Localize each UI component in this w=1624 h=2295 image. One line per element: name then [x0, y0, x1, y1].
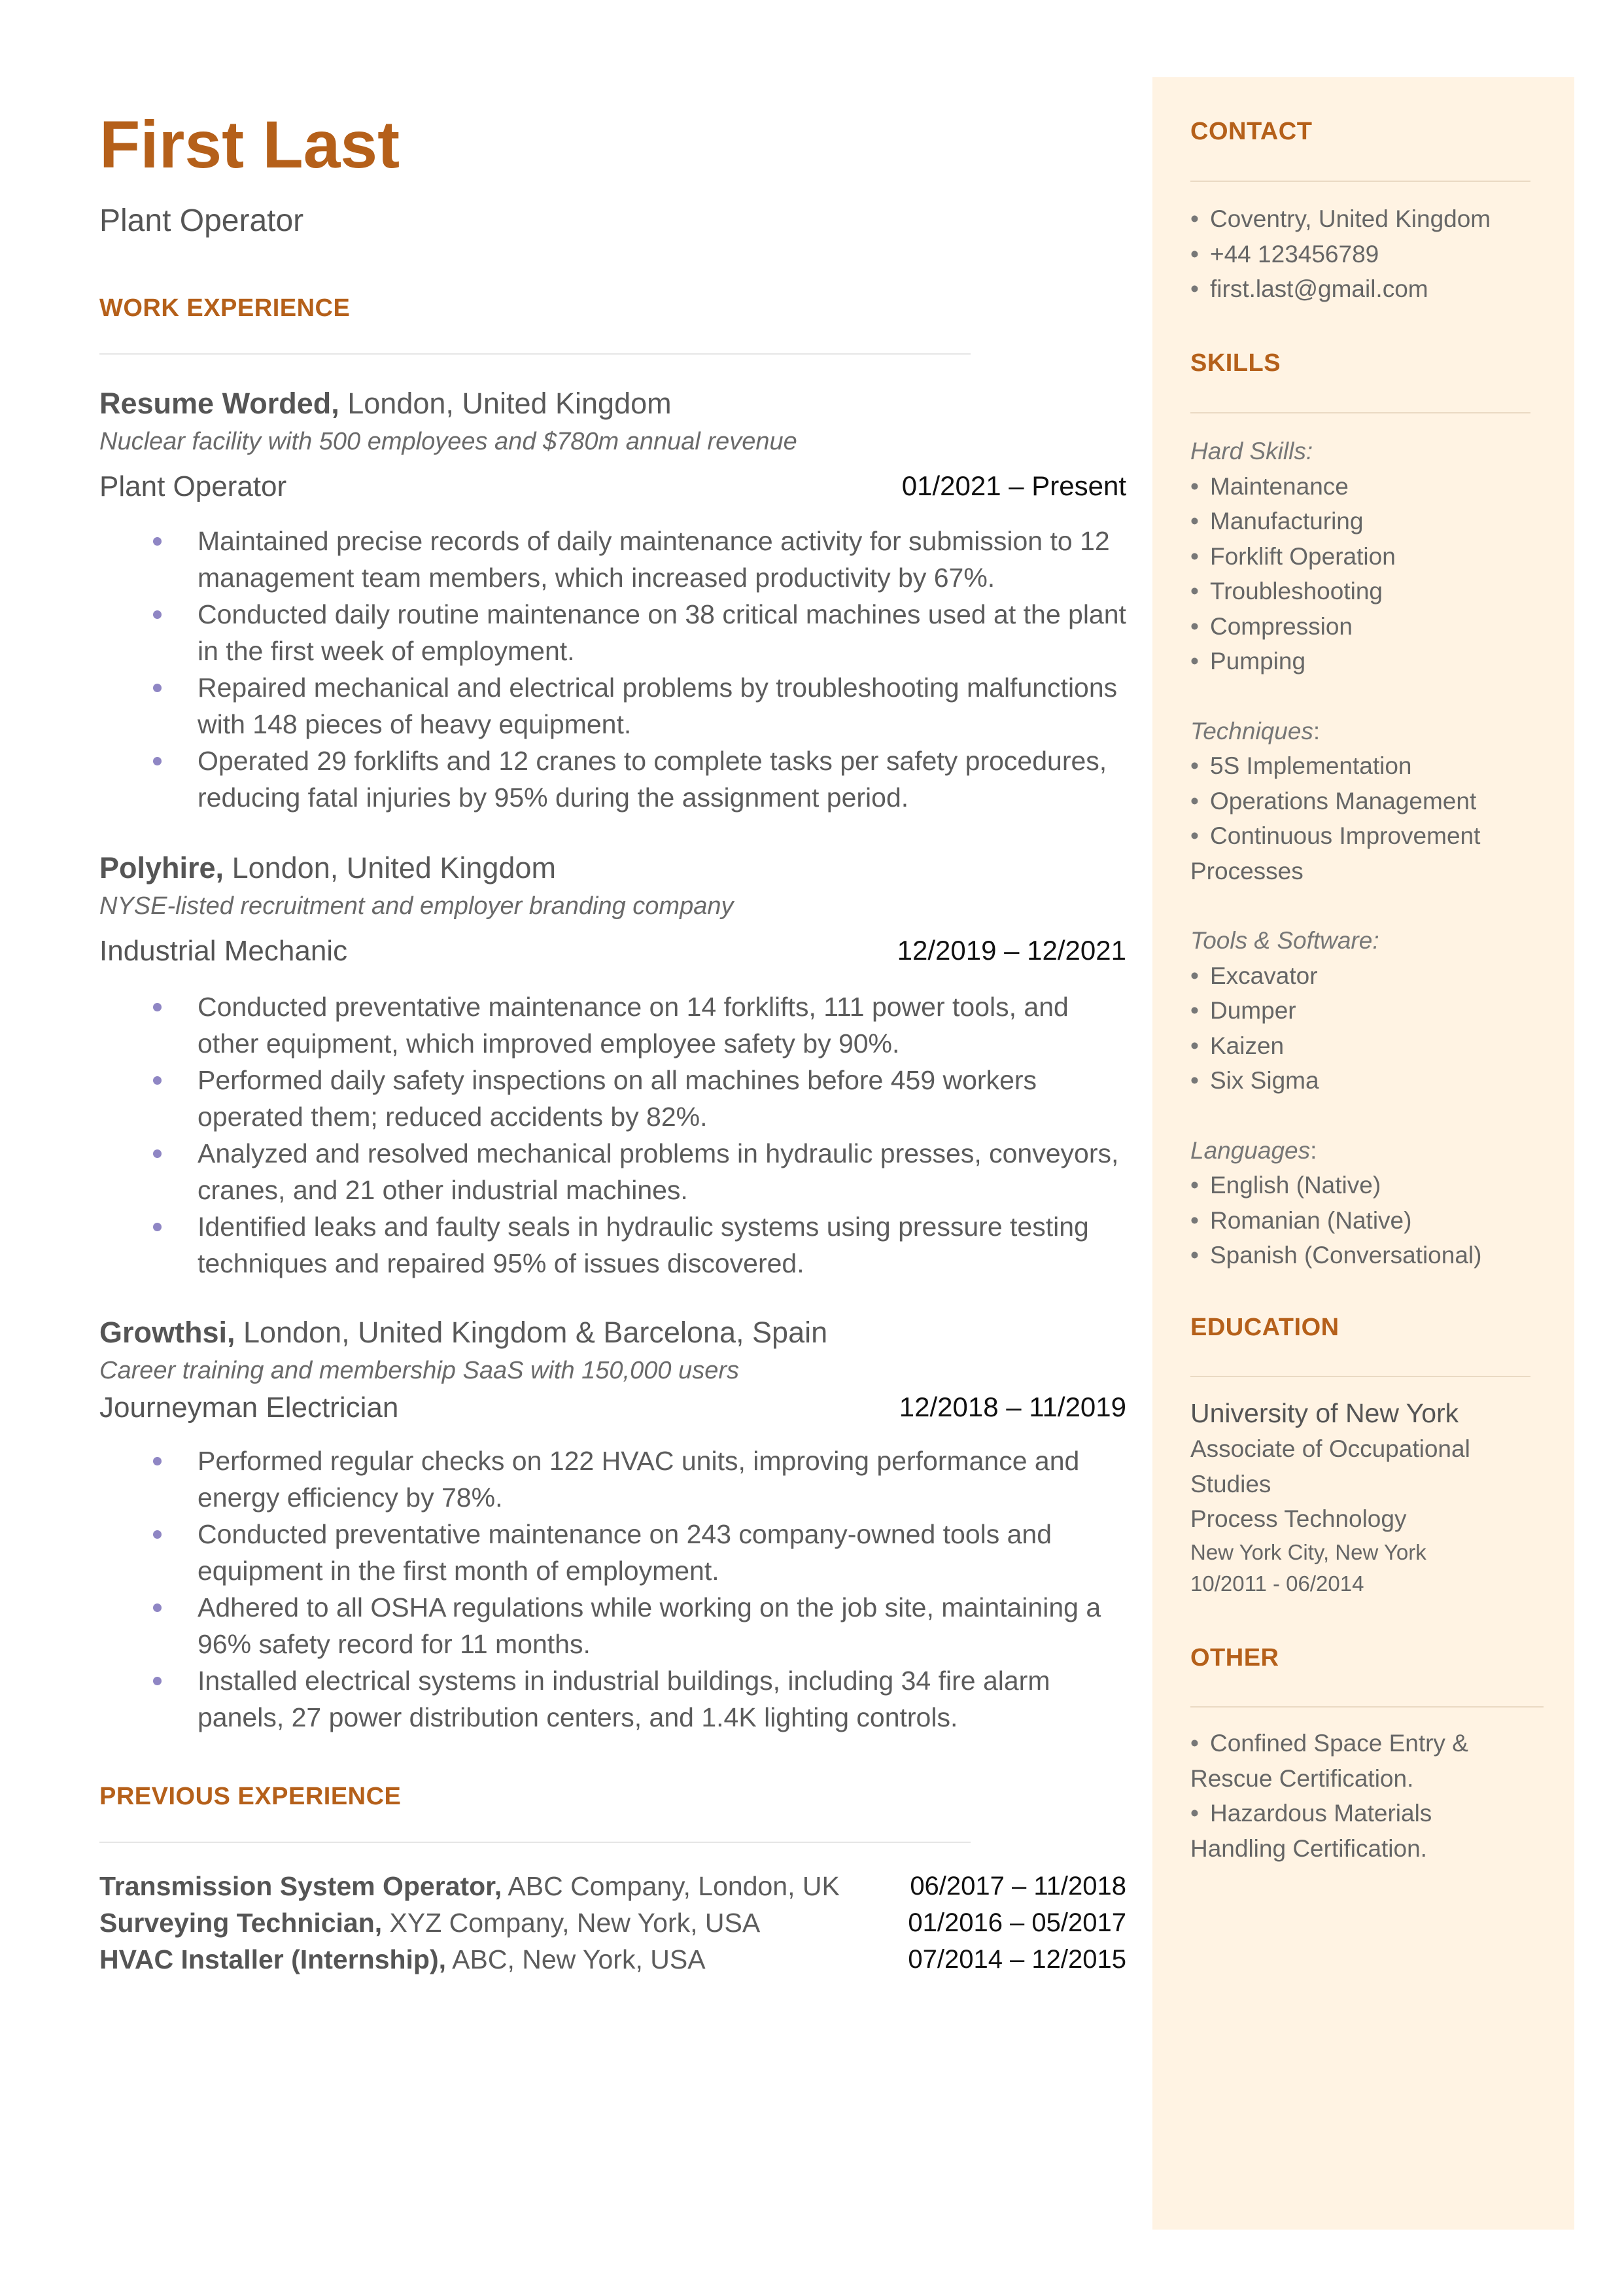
job-dates: 12/2019 – 12/2021 — [897, 935, 1126, 966]
education-dates: 10/2011 - 06/2014 — [1190, 1571, 1364, 1596]
previous-experience-row — [99, 1868, 1126, 1904]
previous-experience-list — [99, 1868, 1126, 1978]
bullet-icon: • — [1190, 1172, 1199, 1199]
bullet-dot-icon — [153, 757, 162, 765]
previous-company: ABC Company, London, UK — [502, 1871, 840, 1901]
other-list — [1190, 1726, 1498, 1866]
job-bullet: Performed daily safety inspections on all machines before 459 workers operated them; reduced accidents by 82%. — [99, 1062, 1126, 1135]
bullet-icon: • — [1190, 648, 1199, 674]
job-title: Plant Operator — [99, 470, 287, 502]
job-bullets — [99, 1443, 1126, 1736]
job-bullet: Maintained precise records of daily maintenance activity for submission to 12 management team members, which increased productivity by 67%. — [99, 523, 1126, 596]
skills-list — [1190, 434, 1544, 1273]
previous-experience-divider — [99, 1842, 971, 1843]
language-item: • English (Native) — [1190, 1168, 1544, 1203]
bullet-dot-icon — [153, 684, 162, 692]
job-company-description: Career training and membership SaaS with 150,000 users — [99, 1357, 739, 1384]
bullet-icon: • — [1190, 1206, 1199, 1234]
job-company-description: Nuclear facility with 500 employees and $780m annual revenue — [99, 428, 797, 455]
contact-divider — [1190, 181, 1530, 182]
skill-item: • Pumping — [1190, 644, 1544, 679]
job-dates: 12/2018 – 11/2019 — [899, 1392, 1126, 1422]
bullet-icon: • — [1190, 472, 1199, 500]
job-bullet: Conducted preventative maintenance on 14 forklifts, 111 power tools, and other equipment, which improved employee safety by 90%. — [99, 989, 1126, 1062]
education-heading: EDUCATION — [1190, 1314, 1339, 1341]
bullet-icon: • — [1190, 1032, 1199, 1059]
bullet-dot-icon — [153, 1003, 162, 1011]
job-entry — [99, 850, 1126, 1282]
job-title: Industrial Mechanic — [99, 935, 348, 967]
bullet-dot-icon — [153, 1076, 162, 1085]
skill-item: • Troubleshooting — [1190, 574, 1544, 609]
sidebar — [1152, 77, 1574, 2230]
skill-item: • Excavator — [1190, 958, 1544, 994]
previous-dates: 07/2014 – 12/2015 — [908, 1945, 1126, 1974]
skill-item: • Continuous Improvement Processes — [1190, 818, 1544, 888]
skill-item: • Compression — [1190, 609, 1544, 644]
education-block — [1190, 1395, 1544, 1600]
job-company: Growthsi, — [99, 1316, 235, 1349]
education-location: New York City, New York — [1190, 1539, 1426, 1564]
job-bullet: Adhered to all OSHA regulations while working on the job site, maintaining a 96% safety record for 11 months. — [99, 1589, 1126, 1662]
contact-email: • first.last@gmail.com — [1190, 272, 1544, 307]
bullet-dot-icon — [153, 1603, 162, 1612]
bullet-icon: • — [1190, 612, 1199, 640]
education-degree: Associate of Occupational Studies — [1190, 1435, 1470, 1498]
job-bullets — [99, 989, 1126, 1282]
bullet-icon: • — [1190, 542, 1199, 570]
contact-list — [1190, 201, 1544, 307]
previous-experience-heading: PREVIOUS EXPERIENCE — [99, 1783, 402, 1810]
skills-languages-label: Languages: — [1190, 1136, 1317, 1164]
bullet-icon: • — [1190, 997, 1199, 1024]
language-item: • Spanish (Conversational) — [1190, 1238, 1544, 1273]
previous-title: HVAC Installer (Internship), — [99, 1944, 447, 1974]
job-location: London, United Kingdom & Barcelona, Spain — [235, 1316, 828, 1349]
skills-tools-label: Tools & Software: — [1190, 927, 1379, 954]
education-major: Process Technology — [1190, 1505, 1407, 1532]
job-company: Polyhire, — [99, 851, 224, 885]
skills-techniques-label: Techniques: — [1190, 717, 1321, 745]
bullet-dot-icon — [153, 1530, 162, 1539]
job-title-row — [99, 1392, 1126, 1431]
skill-item: • Operations Management — [1190, 784, 1544, 819]
bullet-icon: • — [1190, 822, 1199, 849]
job-title-row — [99, 935, 1126, 974]
education-divider — [1190, 1376, 1530, 1377]
job-bullet: Repaired mechanical and electrical problems by troubleshooting malfunctions with 148 pieces of heavy equipment. — [99, 669, 1126, 743]
bullet-dot-icon — [153, 610, 162, 619]
job-bullet: Operated 29 forklifts and 12 cranes to complete tasks per safety procedures, reducing fatal injuries by 95% during the assignment period. — [99, 743, 1126, 816]
previous-experience-row — [99, 1941, 1126, 1978]
job-company-line — [99, 386, 1126, 421]
job-title: Journeyman Electrician — [99, 1392, 399, 1424]
contact-heading: CONTACT — [1190, 118, 1313, 145]
job-title-row — [99, 470, 1126, 510]
job-company: Resume Worded, — [99, 387, 339, 420]
skill-item: • Kaizen — [1190, 1028, 1544, 1064]
previous-dates: 01/2016 – 05/2017 — [908, 1908, 1126, 1937]
bullet-icon: • — [1190, 275, 1199, 302]
skills-heading: SKILLS — [1190, 349, 1281, 377]
work-experience-heading-wrap — [99, 294, 350, 323]
education-school: University of New York — [1190, 1398, 1459, 1428]
job-entry — [99, 1315, 1126, 1736]
other-heading: OTHER — [1190, 1644, 1279, 1672]
bullet-icon: • — [1190, 1067, 1199, 1094]
contact-phone: • +44 123456789 — [1190, 237, 1544, 272]
job-dates: 01/2021 – Present — [901, 470, 1126, 501]
previous-title: Surveying Technician, — [99, 1908, 383, 1938]
skills-divider — [1190, 412, 1530, 413]
bullet-dot-icon — [153, 1223, 162, 1231]
job-bullet: Identified leaks and faulty seals in hydraulic systems using pressure testing techniques and repaired 95% of issues discovered. — [99, 1208, 1126, 1282]
skill-item: • Maintenance — [1190, 469, 1544, 504]
job-company-line — [99, 1315, 1126, 1350]
bullet-icon: • — [1190, 508, 1199, 534]
main-column — [99, 107, 1126, 1974]
previous-experience-row — [99, 1904, 1126, 1941]
certification-item: • Hazardous Materials Handling Certification. — [1190, 1796, 1498, 1866]
work-experience-divider — [99, 353, 971, 355]
previous-company: XYZ Company, New York, USA — [382, 1908, 761, 1938]
job-bullet: Conducted daily routine maintenance on 38 critical machines used at the plant in the first week of employment. — [99, 596, 1126, 669]
bullet-icon: • — [1190, 787, 1199, 815]
skill-item: • Dumper — [1190, 993, 1544, 1028]
skill-item: • Manufacturing — [1190, 504, 1544, 539]
job-company-description: NYSE-listed recruitment and employer branding company — [99, 892, 734, 920]
candidate-name: First Last — [99, 107, 400, 182]
bullet-icon: • — [1190, 240, 1199, 268]
other-divider — [1190, 1706, 1544, 1708]
previous-company: ABC, New York, USA — [446, 1944, 706, 1974]
job-entry — [99, 386, 1126, 816]
bullet-dot-icon — [153, 1677, 162, 1685]
bullet-dot-icon — [153, 537, 162, 546]
job-company-line — [99, 850, 1126, 886]
language-item: • Romanian (Native) — [1190, 1203, 1544, 1238]
bullet-icon: • — [1190, 1242, 1199, 1269]
bullet-dot-icon — [153, 1149, 162, 1158]
job-bullet: Conducted preventative maintenance on 243 company-owned tools and equipment in the first month of employment. — [99, 1516, 1126, 1589]
certification-item: • Confined Space Entry & Rescue Certification. — [1190, 1726, 1498, 1796]
previous-dates: 06/2017 – 11/2018 — [910, 1872, 1126, 1901]
job-location: London, United Kingdom — [339, 387, 672, 420]
job-bullet: Installed electrical systems in industrial buildings, including 34 fire alarm panels, 27 power distribution centers, and 1.4K lighting controls. — [99, 1662, 1126, 1736]
skill-item: • Six Sigma — [1190, 1063, 1544, 1098]
previous-title: Transmission System Operator, — [99, 1871, 502, 1901]
job-location: London, United Kingdom — [224, 851, 556, 885]
candidate-role: Plant Operator — [99, 203, 304, 238]
bullet-icon: • — [1190, 962, 1199, 989]
job-bullet: Performed regular checks on 122 HVAC units, improving performance and energy efficiency by 78%. — [99, 1443, 1126, 1516]
work-experience-heading: WORK EXPERIENCE — [99, 294, 351, 322]
skill-item: • Forklift Operation — [1190, 539, 1544, 574]
contact-location: • Coventry, United Kingdom — [1190, 201, 1544, 237]
bullet-icon: • — [1190, 752, 1199, 779]
bullet-dot-icon — [153, 1457, 162, 1465]
bullet-icon: • — [1190, 1800, 1199, 1827]
job-bullets — [99, 523, 1126, 816]
skills-hard-label: Hard Skills: — [1190, 438, 1313, 464]
bullet-icon: • — [1190, 205, 1199, 232]
previous-experience-heading-wrap — [99, 1783, 401, 1811]
job-bullet: Analyzed and resolved mechanical problems in hydraulic presses, conveyors, cranes, and 21 other industrial machines. — [99, 1135, 1126, 1208]
skill-item: • 5S Implementation — [1190, 748, 1544, 784]
bullet-icon: • — [1190, 1730, 1199, 1757]
bullet-icon: • — [1190, 578, 1199, 604]
